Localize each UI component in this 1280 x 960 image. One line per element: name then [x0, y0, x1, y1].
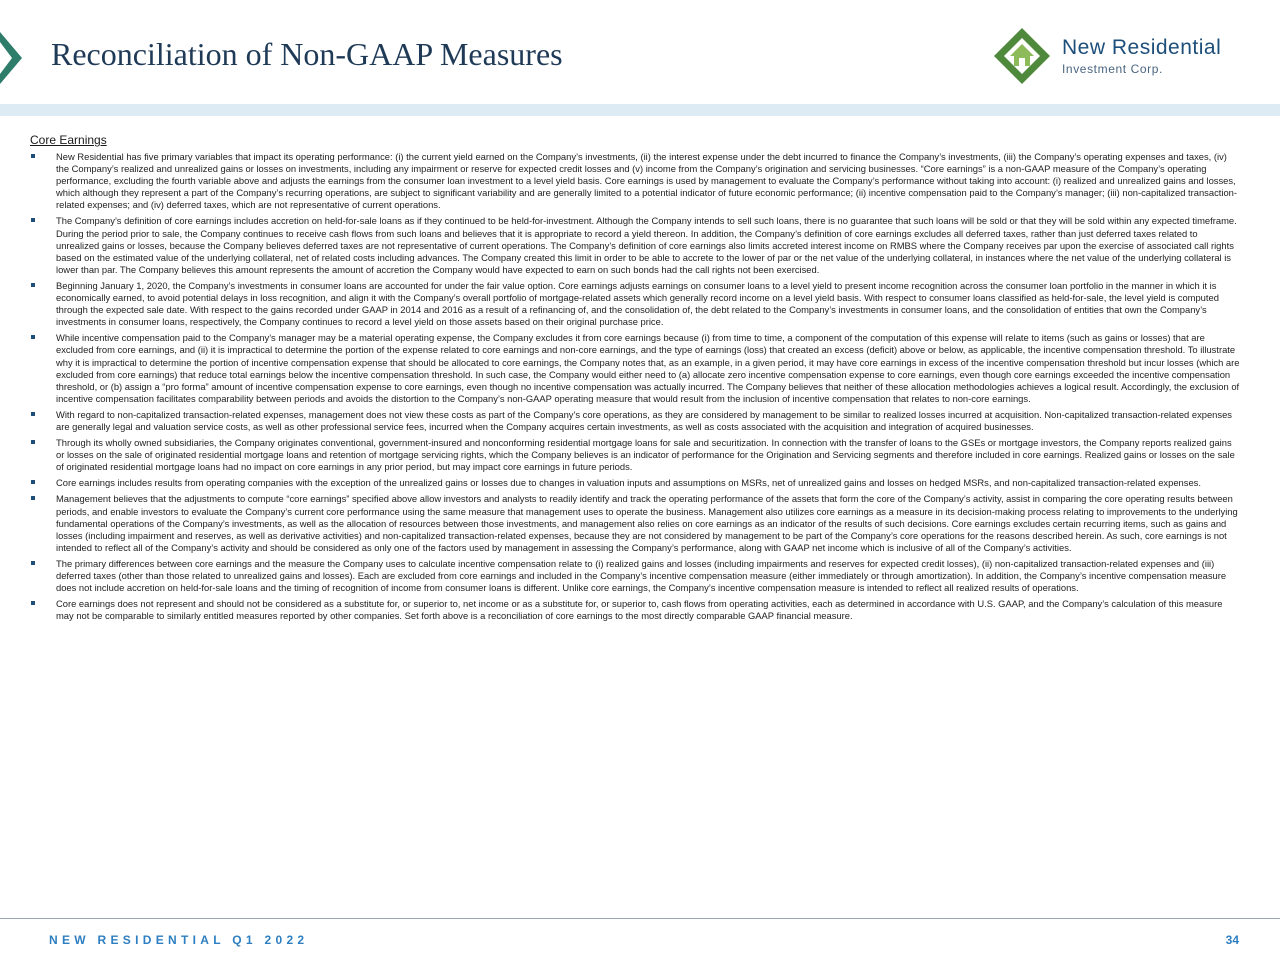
list-item [30, 437, 1242, 473]
list-item-text: While incentive compensation paid to the Company’s manager may be a material operating expense, the Company excludes it from core earnings because (i) from time to time, a component of the computation of this expense will relate to items (such as gains or losses) that are excluded from core earnings, and (ii) it is impractical to determine the portion of the expense related to core earnings and non-core earnings, and the type of earnings (loss) that created an excess (deficit) above or below, as applicable, the incentive compensation threshold. To illustrate why it is impractical to determine the portion of incentive compensation expense that should be allocated to core earnings, the Company notes that, as an example, in a given period, it may have core earnings in excess of the incentive compensation threshold but incur losses (which are excluded from core earnings) that reduce total earnings below the incentive compensation threshold. In such case, the Company would either need to (a) allocate zero incentive compensation expense to core earnings, even though core earnings exceeded the incentive compensation threshold, or (b) assign a “pro forma” amount of incentive compensation expense to core earnings, even though no incentive compensation was actually incurred. The Company believes that neither of these allocation methodologies achieves a logical result. Accordingly, the exclusion of incentive compensation facilitates comparability between periods and avoids the distortion to the Company’s non-GAAP operating measure that would result from the inclusion of incentive compensation that relates to non-core earnings. [56, 332, 1240, 404]
square-bullet-icon [31, 154, 35, 158]
list-item-text: Beginning January 1, 2020, the Company’s investments in consumer loans are accounted for under the fair value option. Core earnings adjusts earnings on consumer loans to a level yield to present income recognition across the consumer loan portfolio in the manner in which it is economically earned, to avoid potential delays in loss recognition, and align it with the Company’s overall portfolio of mortgage-related assets which generally record income on a level yield basis. With respect to consumer loans classified as held-for-sale, the level yield is computed through the expected sale date. With respect to the gains recorded under GAAP in 2014 and 2016 as a result of a refinancing of, and the consolidation of, the debt related to the Company’s investments in consumer loans, and the consolidation of entities that own the Company’s investments in consumer loans, respectively, the Company continues to record a level yield on those assets based on their original purchase price. [56, 279, 1219, 328]
footer-divider [0, 918, 1280, 919]
list-item-text: New Residential has five primary variables that impact its operating performance: (i) the current yield earned on the Company’s investments, (ii) the interest expense under the debt incurred to finance the Company’s investments, (iii) the Company’s operating expenses and taxes, (iv) the Company’s realized and unrealized gains or losses on investments, including any impairment or reserve for expected credit losses and (v) income from the Company’s origination and servicing businesses. “Core earnings” is a non-GAAP measure of the Company’s operating performance, excluding the fourth variable above and adjusts the earnings from the consumer loan investment to a level yield basis. Core earnings is used by management to evaluate the Company’s performance without taking into account: (i) realized and unrealized gains and losses, which although they represent a part of the Company’s recurring operations, are subject to significant variability and are generally limited to a potential indicator of future economic performance; (ii) incentive compensation paid to the Company’s manager; (iii) non-capitalized transaction-related expenses; and (iv) deferred taxes, which are not representative of current operations. [56, 151, 1238, 211]
list-item [30, 558, 1242, 594]
list-item-text: Through its wholly owned subsidiaries, the Company originates conventional, government-insured and nonconforming residential mortgage loans for sale and securitization. In connection with the transfer of loans to the GSEs or mortgage investors, the Company reports realized gains or losses on the sale of originated residential mortgage loans and retention of mortgage servicing rights, which the Company believes is an indicator of performance for the Origination and Servicing segments and therefore included in core earnings. Realized gains or losses on the sale of originated residential mortgage loans had no impact on core earnings in any prior period, but may impact core earnings in future periods. [56, 437, 1235, 473]
list-item [30, 215, 1242, 275]
header [0, 0, 1280, 104]
footer-label: NEW RESIDENTIAL Q1 2022 [49, 933, 309, 947]
square-bullet-icon [31, 496, 35, 500]
square-bullet-icon [31, 440, 35, 444]
page-title: Reconciliation of Non-GAAP Measures [51, 36, 563, 72]
page-number: 34 [1225, 933, 1239, 947]
section-title: Core Earnings [30, 133, 107, 147]
list-item [30, 477, 1242, 489]
header-divider-band [0, 104, 1280, 116]
bullet-list [30, 151, 1242, 622]
list-item [30, 332, 1242, 405]
square-bullet-icon [31, 601, 35, 605]
square-bullet-icon [31, 412, 35, 416]
content-area [30, 133, 1242, 626]
list-item-text: Core earnings does not represent and should not be considered as a substitute for, or superior to, net income or as a substitute for, or superior to, cash flows from operating activities, each as determined in accordance with U.S. GAAP, and the Company’s calculation of this measure may not be comparable to similarly entitled measures reported by other companies. Set forth above is a reconciliation of core earnings to the most directly comparable GAAP financial measure. [56, 598, 1223, 622]
list-item-text: Core earnings includes results from operating companies with the exception of the unrealized gains or losses due to changes in valuation inputs and assumptions on MSRs, net of unrealized gains and losses on hedged MSRs, and non-capitalized transaction-related expenses. [56, 477, 1201, 489]
square-bullet-icon [31, 283, 35, 287]
list-item-text: The Company’s definition of core earnings includes accretion on held-for-sale loans as if they continued to be held-for-investment. Although the Company intends to sell such loans, there is no guarantee that such loans will be sold or that they will be sold within any expected timeframe. During the period prior to sale, the Company continues to receive cash flows from such loans and believes that it is appropriate to record a yield thereon. In addition, the Company’s definition of core earnings excludes all deferred taxes, rather than just deferred taxes related to unrealized gains or losses, because the Company believes deferred taxes are not representative of current operations. The Company’s definition of core earnings also limits accreted interest income on RMBS where the Company receives par upon the exercise of associated call rights based on the estimated value of the underlying collateral, net of related costs including advances. The Company created this limit in order to be able to accrete to the lower of par or the net value of the underlying collateral, in instances where the net value of the underlying collateral is lower than par. The Company believes this amount represents the amount of accretion the Company would have expected to earn on such bonds had the call rights not been exercised. [56, 215, 1237, 275]
square-bullet-icon [31, 218, 35, 222]
list-item [30, 280, 1242, 328]
logo-name: New Residential [1062, 36, 1222, 59]
company-logo [990, 24, 1260, 84]
list-item-text: With regard to non-capitalized transaction-related expenses, management does not view these costs as part of the Company’s core operations, as they are considered by management to be similar to realized losses incurred at acquisition. Non-capitalized transaction-related expenses are generally legal and valuation service costs, as well as other professional service fees, incurred when the Company acquires certain investments, as well as costs associated with the acquisition and integration of acquired businesses. [56, 408, 1232, 432]
house-logo-icon [990, 24, 1054, 88]
square-bullet-icon [31, 335, 35, 339]
list-item [30, 151, 1242, 211]
square-bullet-icon [31, 480, 35, 484]
list-item-text: The primary differences between core earnings and the measure the Company uses to calculate incentive compensation relate to (i) realized gains and losses (including impairments and reserves for expected credit losses), (ii) non-capitalized transaction-related expenses and (iii) deferred taxes (other than those related to unrealized gains and losses). Each are excluded from core earnings and included in the Company’s incentive compensation measure (either immediately or through amortization). In addition, the Company’s incentive compensation measure does not include accretion on held-for-sale loans and the timing of recognition of income from consumer loans is different. Unlike core earnings, the Company’s incentive compensation measure is intended to reflect all realized results of operations. [56, 557, 1227, 594]
list-item [30, 493, 1242, 553]
chevron-right-icon [0, 32, 22, 84]
list-item [30, 409, 1242, 433]
list-item-text: Management believes that the adjustments to compute “core earnings” specified above allow investors and analysts to readily identify and track the operating performance of the assets that form the core of the Company’s activity, assist in comparing the core operating results between periods, and enable investors to evaluate the Company’s current core performance using the same measure that management uses to operate the business. Management also utilizes core earnings as a measure in its decision-making process relating to improvements to the underlying fundamental operations of the Company’s investments, as well as the allocation of resources between those investments, and management also relies on core earnings as an indicator of the results of such decisions. Core earnings excludes certain recurring items, such as gains and losses (including impairment and reserves, as well as derivative activities) and non-capitalized transaction-related expenses, because they are not considered by management to be part of the Company’s core operations for the reasons described herein. As such, core earnings is not intended to reflect all of the Company’s activity and should be considered as only one of the factors used by management in assessing the Company’s performance, along with GAAP net income which is inclusive of all of the Company’s activities. [56, 493, 1238, 553]
square-bullet-icon [31, 561, 35, 565]
logo-subtitle: Investment Corp. [1062, 62, 1163, 76]
list-item [30, 598, 1242, 622]
